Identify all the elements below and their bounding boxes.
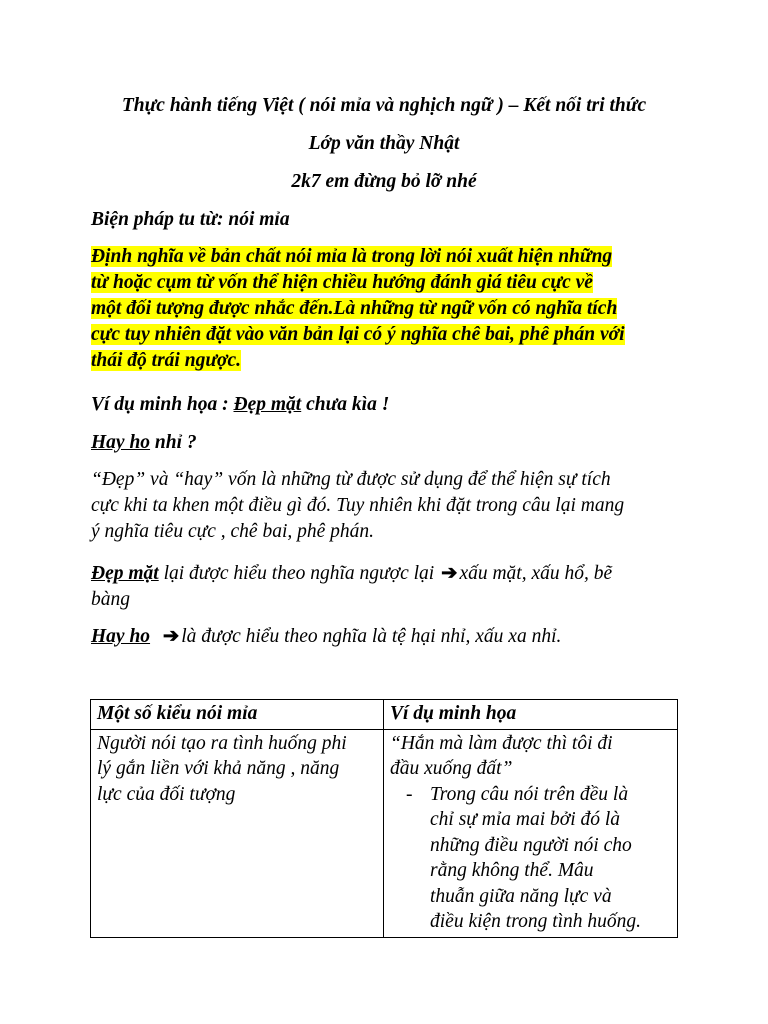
cell-line: những điều người nói cho [430,834,632,856]
definition-line: một đối tượng được nhắc đến.Là những từ ngữ vốn có nghĩa tích [91,298,618,319]
dash-bullet: - [406,783,413,805]
term-hay-ho: Hay ho [91,626,151,647]
list-item [390,782,671,935]
meaning-result: là được hiểu theo nghĩa là tệ hại nhỉ, xấu xa nhỉ. [181,626,562,647]
example-suffix: chưa kìa ! [301,394,390,415]
cell-line: thuẫn giữa năng lực và [430,885,612,907]
example-line [91,392,389,418]
definition-paragraph [91,244,691,374]
table-row [91,729,678,937]
meaning-hay-ho [91,624,691,650]
cell-line: “Hắn mà làm được thì tôi đi [390,732,613,754]
cell-line: điều kiện trong tình huống. [430,911,642,932]
explanation-paragraph [91,467,691,545]
explanation-line: “Đẹp” và “hay” vốn là những từ được sử dụng để thể hiện sự tích [91,469,611,490]
meaning-dep-mat [91,561,691,613]
explanation-line: cực khi ta khen một điều gì đó. Tuy nhiên khi đặt trong câu lại mang [91,495,625,516]
cell-line: rằng không thể. Mâu [430,860,594,881]
class-name: Lớp văn thầy Nhật [308,133,460,154]
cell-line: đầu xuống đất” [390,758,513,779]
example-line-2 [91,430,197,456]
meaning-result: xấu mặt, xấu hổ, bẽ [459,563,613,584]
definition-line: thái độ trái ngược. [91,350,242,371]
example-word-hay-ho: Hay ho [91,432,151,453]
arrow-right-icon: ➔ [162,626,180,647]
cell-line: Trong câu nói trên đều là [430,783,629,805]
meaning-text: lại được hiểu theo nghĩa ngược lại [158,563,440,584]
section-heading: Biện pháp tu từ: nói mỉa [91,209,290,230]
definition-line: Định nghĩa về bản chất nói mỉa là trong lời nói xuất hiện những [91,246,613,267]
definition-line: cực tuy nhiên đặt vào văn bản lại có ý nghĩa chê bai, phê phán với [91,324,625,345]
tagline: 2k7 em đừng bỏ lỡ nhé [291,171,477,192]
arrow-right-icon: ➔ [441,563,458,584]
cell-line: chỉ sự mỉa mai bởi đó là [430,809,621,830]
table-header-cell: Ví dụ minh họa [384,700,678,730]
cell-line: lý gắn liền với khả năng , năng [97,758,340,779]
dash-list [390,782,671,935]
cell-line: Người nói tạo ra tình huống phi [97,732,347,754]
table-cell-type [91,729,384,937]
table-cell-example [384,729,678,937]
document-title: Thực hành tiếng Việt ( nói mỉa và nghịch ngữ ) – Kết nối tri thức [121,95,647,116]
cell-line: lực của đối tượng [97,783,236,805]
example-suffix-2: nhỉ ? [150,432,197,453]
example-word-dep-mat: Đẹp mặt [233,394,302,415]
table-header-cell: Một số kiểu nói mỉa [91,700,384,730]
example-prefix: Ví dụ minh họa : [91,394,234,415]
term-dep-mat: Đẹp mặt [91,563,159,584]
definition-line: từ hoặc cụm từ vốn thể hiện chiều hướng đánh giá tiêu cực về [91,272,593,293]
explanation-line: ý nghĩa tiêu cực , chê bai, phê phán. [91,521,375,542]
meaning-result-line2: bàng [91,589,130,610]
table-header-row [91,700,678,730]
irony-types-table [90,699,678,938]
